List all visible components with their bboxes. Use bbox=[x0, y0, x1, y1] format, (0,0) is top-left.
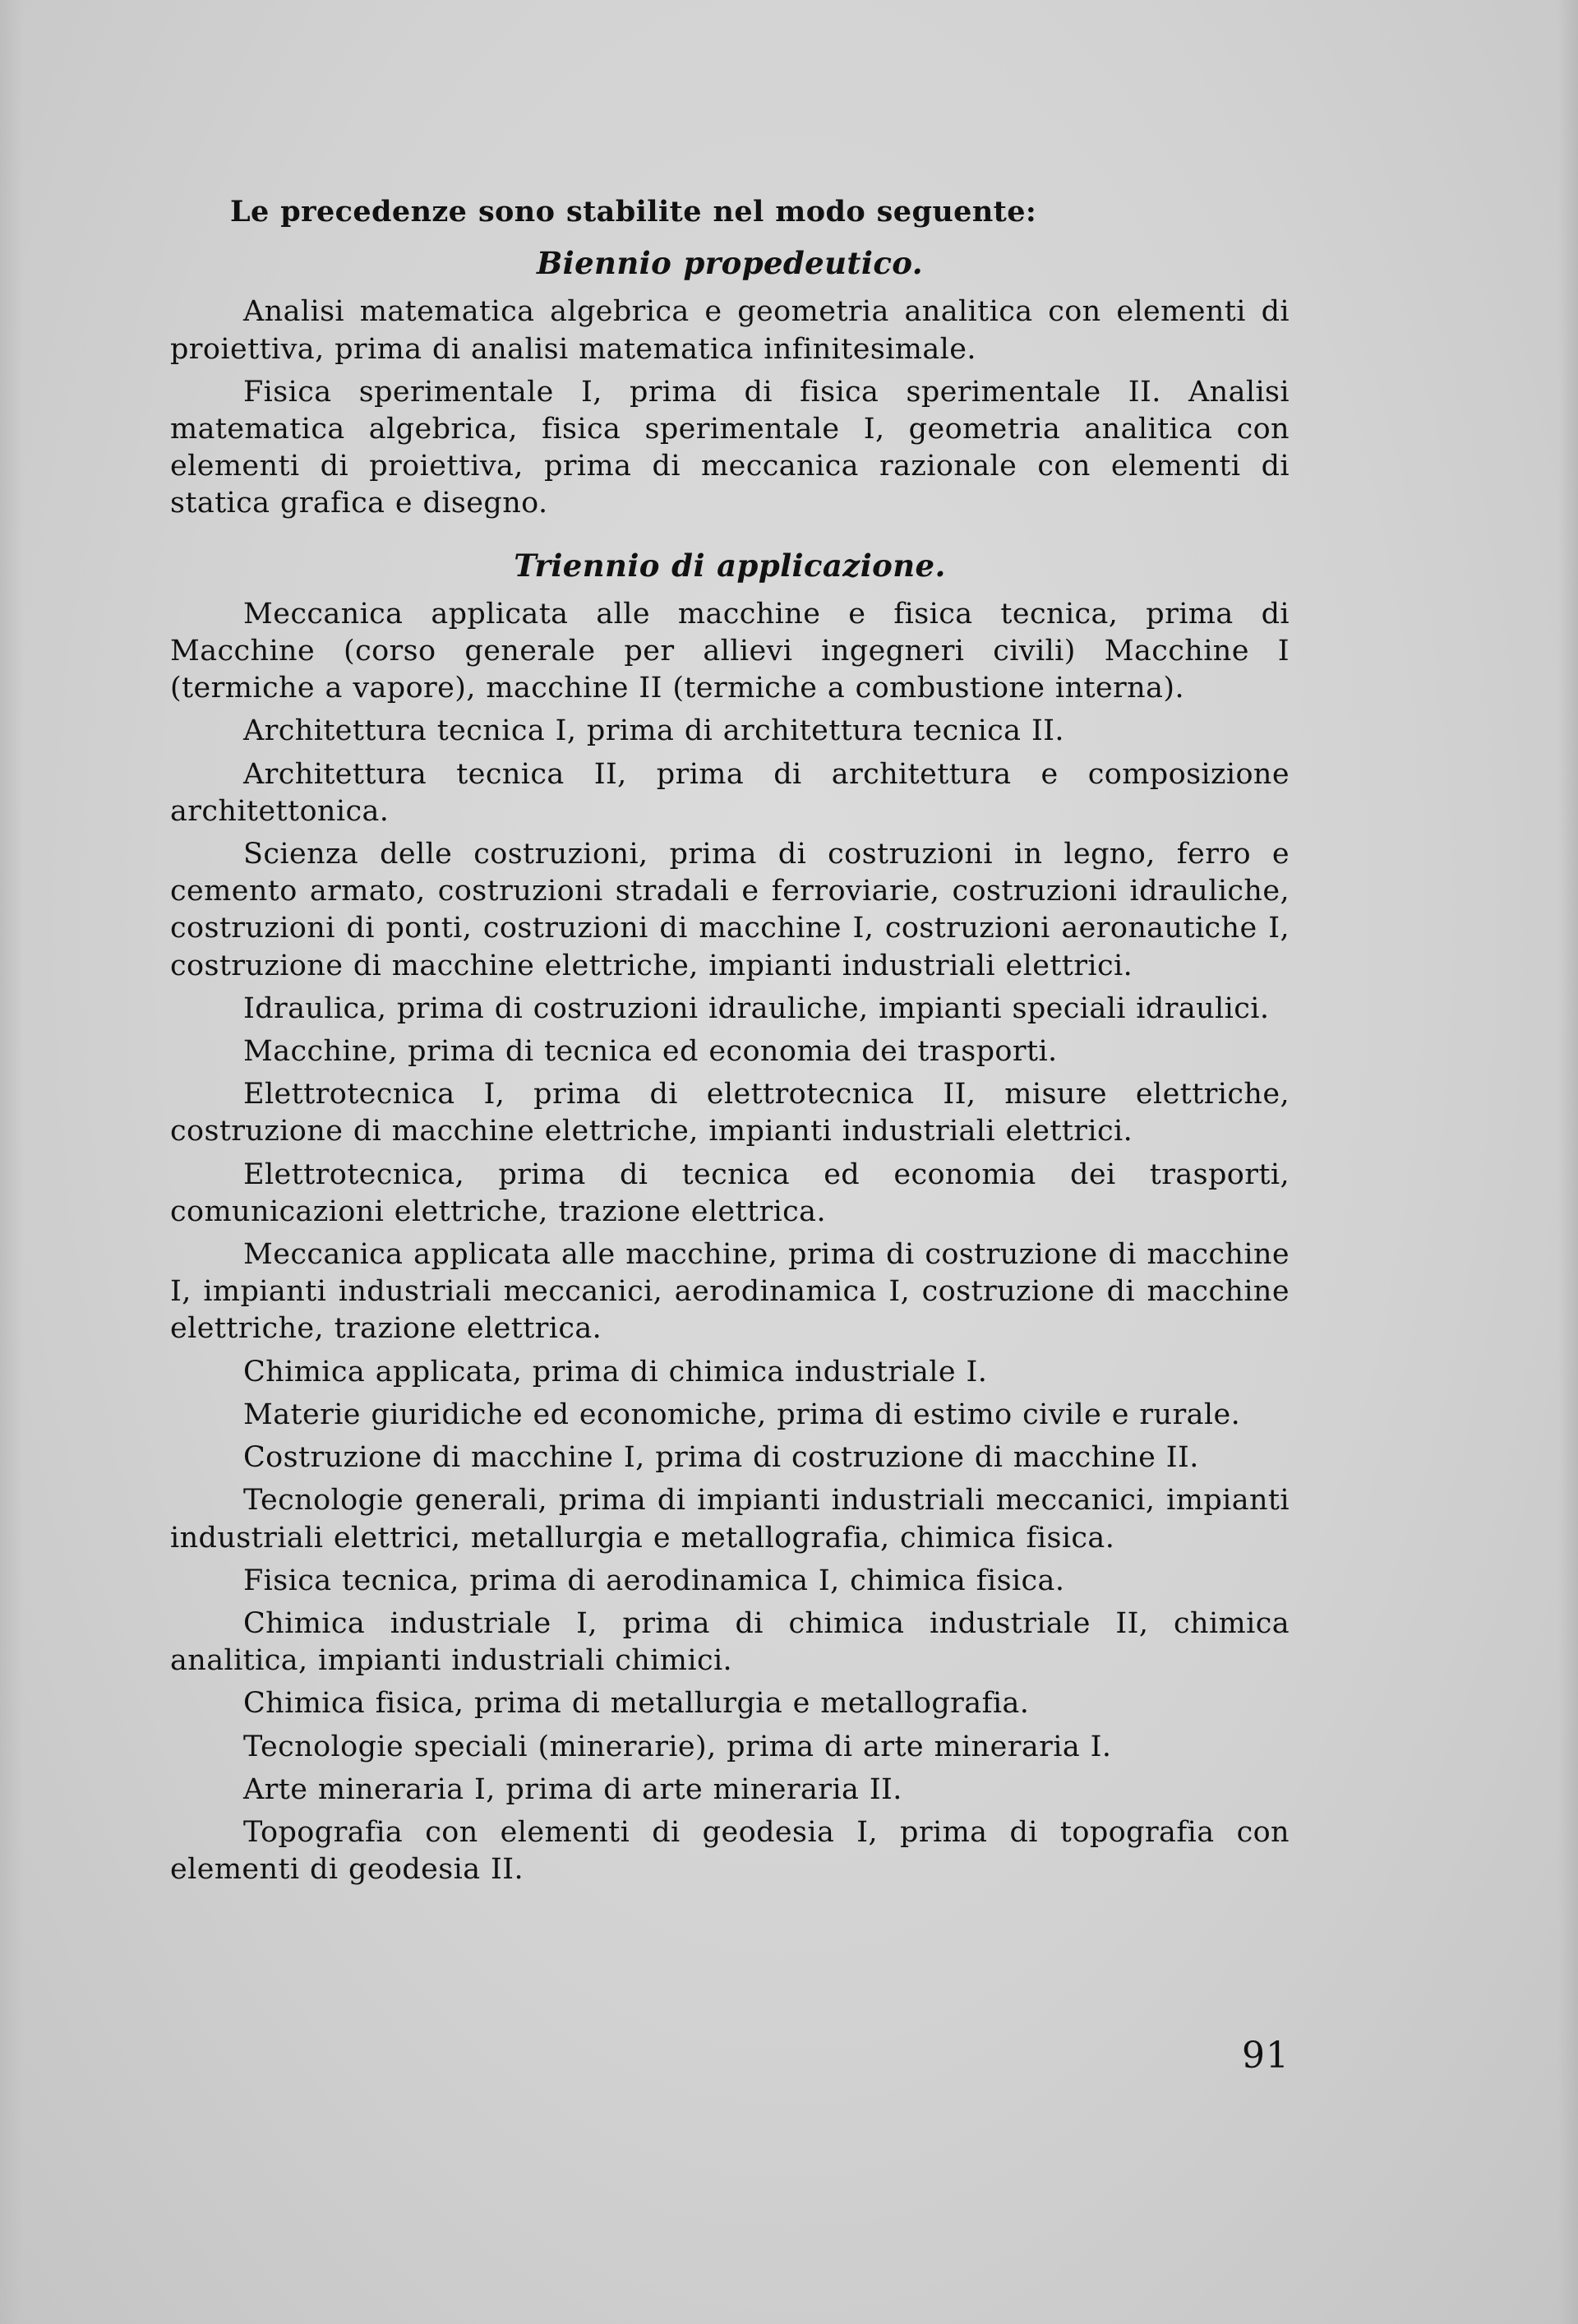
paragraph: Idraulica, prima di costruzioni idrauliche, impianti speciali idraulici. bbox=[243, 991, 1270, 1025]
page-number: 91 bbox=[1242, 2035, 1290, 2077]
section-title-triennio: Triennio di applicazione. bbox=[514, 547, 946, 584]
paragraph: Architettura tecnica II, prima di architettura e composizione architettonica. bbox=[170, 757, 1290, 828]
paragraph: Tecnologie generali, prima di impianti industriali meccanici, impianti industriali elettrici, metallurgia e metallografia, chimica fisica. bbox=[170, 1484, 1290, 1555]
page-text bbox=[170, 193, 1290, 1894]
paragraph: Macchine, prima di tecnica ed economia dei trasporti. bbox=[243, 1035, 1058, 1069]
paragraph: Elettrotecnica, prima di tecnica ed economia dei trasporti, comunicazioni elettriche, trazione elettrica. bbox=[170, 1157, 1290, 1228]
paragraph: Arte mineraria I, prima di arte mineraria II. bbox=[243, 1772, 902, 1806]
paragraph: Meccanica applicata alle macchine, prima di costruzione di macchine I, impianti industriali meccanici, aerodinamica I, costruzione di macchine elettriche, trazione elettrica. bbox=[170, 1238, 1290, 1346]
paragraph: Meccanica applicata alle macchine e fisica tecnica, prima di Macchine (corso generale per allievi ingegneri civili) Macchine I (termiche a vapore), macchine II (termiche a combustione interna). bbox=[170, 597, 1290, 705]
paragraph: Costruzione di macchine I, prima di costruzione di macchine II. bbox=[243, 1441, 1199, 1475]
paragraph: Fisica tecnica, prima di aerodinamica I, chimica fisica. bbox=[243, 1564, 1065, 1597]
paragraph: Chimica applicata, prima di chimica industriale I. bbox=[243, 1355, 988, 1388]
paragraph: Materie giuridiche ed economiche, prima di estimo civile e rurale. bbox=[243, 1398, 1241, 1431]
section-title-biennio: Biennio propedeutico. bbox=[536, 245, 924, 282]
paragraph: Analisi matematica algebrica e geometria analitica con elementi di proiettiva, prima di analisi matematica infinitesimale. bbox=[170, 295, 1290, 366]
intro-heading: Le precedenze sono stabilite nel modo seguente: bbox=[230, 195, 1037, 229]
paragraph: Elettrotecnica I, prima di elettrotecnica II, misure elettriche, costruzione di macchine elettriche, impianti industriali elettrici. bbox=[170, 1078, 1290, 1148]
paragraph: Topografia con elementi di geodesia I, prima di topografia con elementi di geodesia II. bbox=[170, 1815, 1290, 1887]
paragraph: Chimica fisica, prima di metallurgia e metallografia. bbox=[243, 1687, 1030, 1721]
paragraph: Scienza delle costruzioni, prima di costruzioni in legno, ferro e cemento armato, costruzioni stradali e ferroviarie, costruzioni idrauliche, costruzioni di ponti, costruzioni di macchine I, costruzioni aeronautiche I, costruzione di macchine elettriche, impianti industriali elettrici. bbox=[170, 838, 1290, 982]
paragraph: Architettura tecnica I, prima di architettura tecnica II. bbox=[243, 714, 1064, 748]
paragraph: Tecnologie speciali (minerarie), prima di arte mineraria I. bbox=[243, 1730, 1112, 1763]
paragraph: Chimica industriale I, prima di chimica industriale II, chimica analitica, impianti industriali chimici. bbox=[170, 1606, 1290, 1678]
paragraph: Fisica sperimentale I, prima di fisica sperimentale II. Analisi matematica algebrica, fisica sperimentale I, geometria analitica con elementi di proiettiva, prima di meccanica razionale con elementi di statica grafica e disegno. bbox=[170, 375, 1290, 520]
